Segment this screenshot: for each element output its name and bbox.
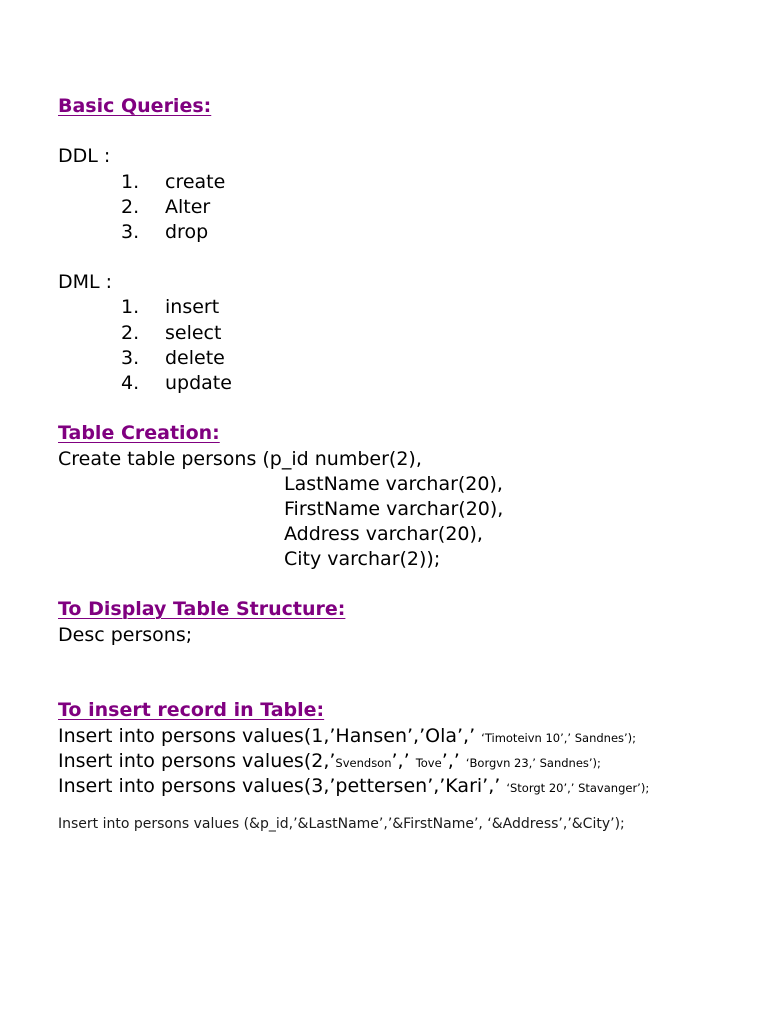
list-number: 4. [121, 372, 140, 394]
insert-small-text: Svendson [335, 756, 392, 770]
code-line: FirstName varchar(20), [284, 498, 504, 520]
heading-basic-queries: Basic Queries: [58, 95, 212, 117]
ddl-label: DDL : [58, 145, 111, 167]
code-line: Desc persons; [58, 624, 193, 646]
list-text: insert [165, 296, 220, 318]
dml-label: DML : [58, 271, 113, 293]
list-text: drop [165, 221, 209, 243]
dml-list-item [121, 324, 221, 343]
insert-main-text: Insert into persons values(2,’ [58, 750, 336, 772]
heading-insert-record: To insert record in Table: [58, 699, 325, 721]
heading-table-creation: Table Creation: [58, 422, 220, 444]
substitution-insert-line: Insert into persons values (&p_id,’&LastName’,’&FirstName’, ‘&Address’,’&City’); [58, 816, 625, 832]
list-number: 3. [121, 347, 140, 369]
list-number: 2. [121, 322, 140, 344]
insert-small-text: ‘Storgt 20’,’ Stavanger’); [506, 781, 650, 795]
ddl-list-item [121, 223, 208, 242]
code-line: Address varchar(20), [284, 523, 483, 545]
ddl-list-item [121, 173, 225, 192]
list-number: 3. [121, 221, 140, 243]
insert-line [58, 727, 636, 746]
insert-line [58, 752, 601, 771]
list-text: Alter [165, 196, 211, 218]
code-line: Create table persons (p_id number(2), [58, 448, 422, 470]
list-number: 1. [121, 296, 140, 318]
heading-display-structure: To Display Table Structure: [58, 598, 346, 620]
insert-main-text: ’,’ [391, 750, 416, 772]
ddl-list-item [121, 198, 210, 217]
code-line: LastName varchar(20), [284, 473, 503, 495]
dml-list-item [121, 349, 225, 368]
list-text: update [165, 372, 232, 394]
list-number: 1. [121, 171, 140, 193]
insert-small-text: ‘Timoteivn 10’,’ Sandnes’); [481, 731, 637, 745]
list-text: select [165, 322, 222, 344]
code-line: City varchar(2)); [284, 548, 441, 570]
dml-list-item [121, 298, 219, 317]
dml-list-item [121, 374, 232, 393]
insert-small-text: Tove [415, 756, 442, 770]
list-number: 2. [121, 196, 140, 218]
insert-line [58, 777, 649, 796]
insert-main-text: ’,’ [441, 750, 466, 772]
list-text: create [165, 171, 226, 193]
insert-main-text: Insert into persons values(3,’pettersen’,’Kari’,’ [58, 775, 507, 797]
insert-small-text: ‘Borgvn 23,’ Sandnes’); [465, 756, 601, 770]
list-text: delete [165, 347, 225, 369]
insert-main-text: Insert into persons values(1,’Hansen’,’Ola’,’ [58, 725, 482, 747]
